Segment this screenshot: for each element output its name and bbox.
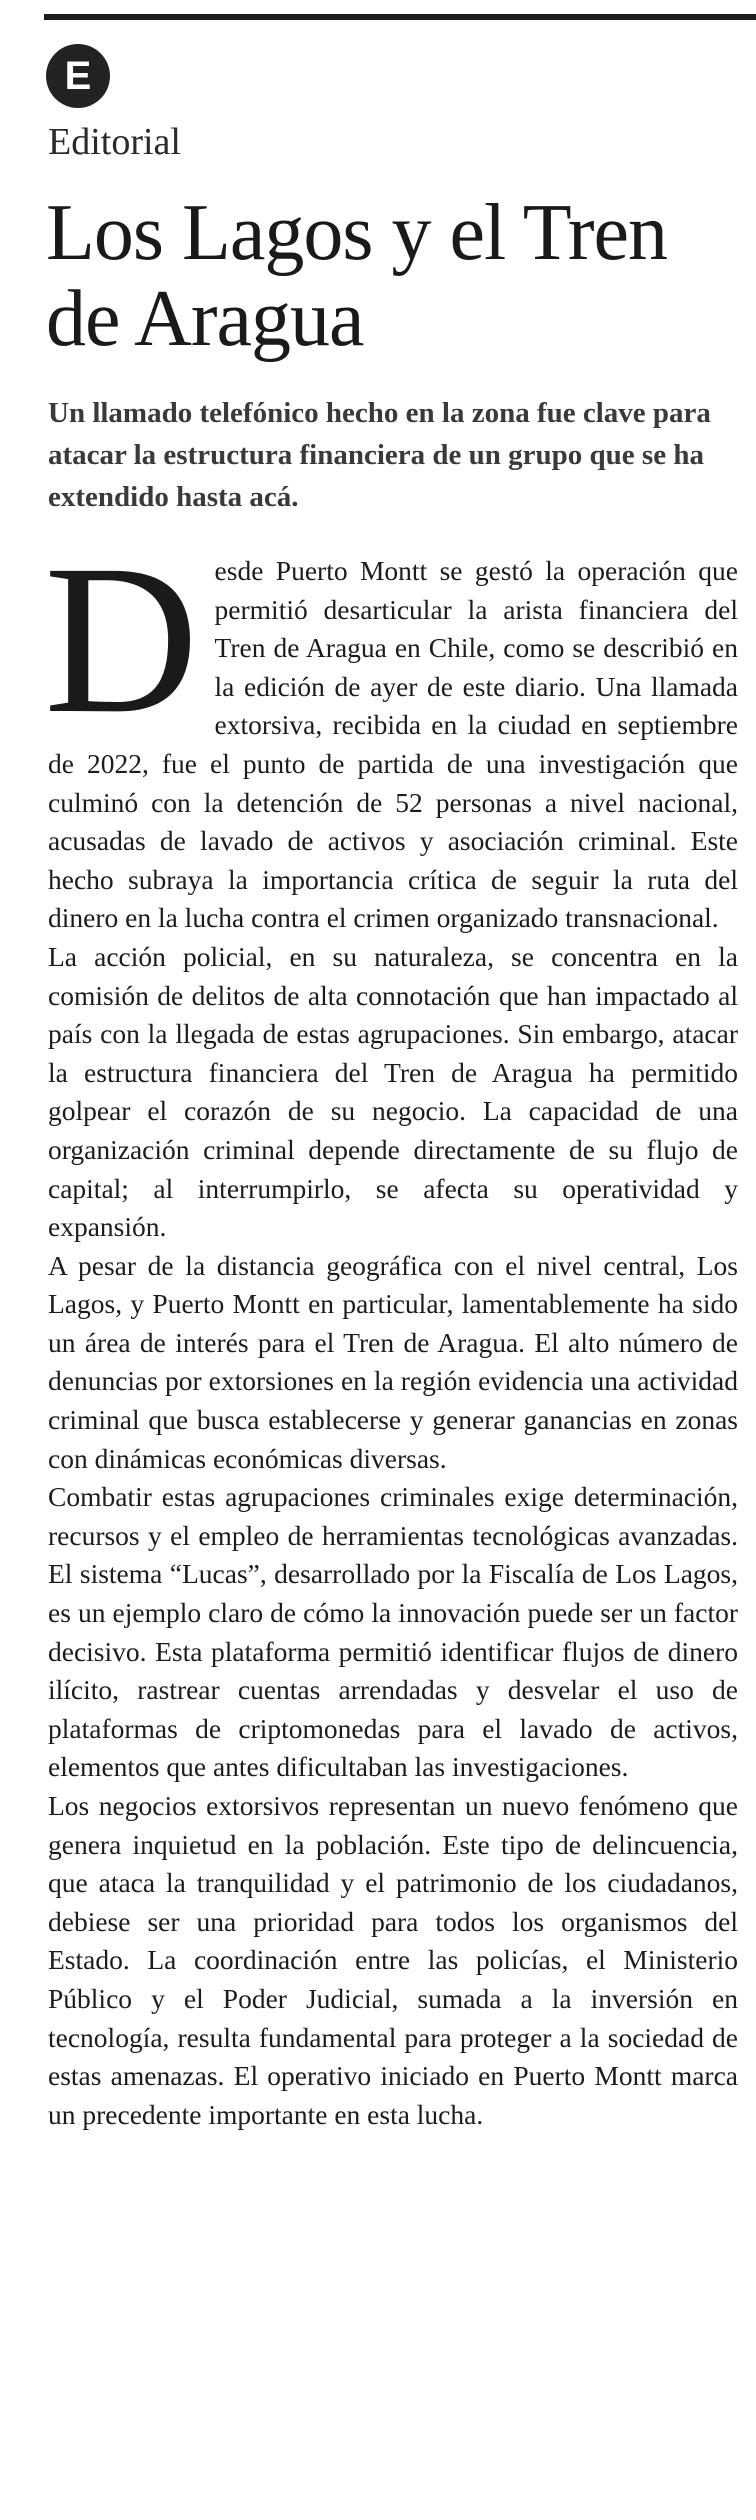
paragraph-5: Los negocios extorsivos representan un nuevo fenómeno que genera inquietud en la población. Este tipo de delincuencia, que ataca la tranquilidad y el patrimonio de los ciudadanos, debiese ser una prioridad para todos los organismos del Estado. La coordinación entre las policías, el Ministerio Público y el Poder Judicial, sumada a la inversión en tecnología, resulta fundamental para proteger a la sociedad de estas amenazas. El operativo iniciado en Puerto Montt marca un precedente importante en esta lucha. <box>48 1790 738 2130</box>
paragraph-4: Combatir estas agrupaciones criminales exige determinación, recursos y el empleo de herramientas tecnológicas avanzadas. El sistema “Lucas”, desarrollado por la Fiscalía de Los Lagos, es un ejemplo claro de cómo la innovación puede ser un factor decisivo. Esta plataforma permitió identificar flujos de dinero ilícito, rastrear cuentas arrendadas y desvelar el uso de plataformas de criptomonedas para el lavado de activos, elementos que antes dificultaban las investigaciones. <box>48 1481 738 1783</box>
drop-cap: D <box>44 521 199 758</box>
paragraph-1-text: esde Puerto Montt se gestó la operación que permitió desarticular la arista financiera del Tren de Aragua en Chile, como se describió en la edición de ayer de este diario. Una llamada extorsiva, recibida en la ciudad en septiembre de 2022, fue el punto de partida de una investigación que culminó con la detención de 52 personas a nivel nacional, acusadas de lavado de activos y asociación criminal. Este hecho subraya la importancia crítica de seguir la ruta del dinero en la lucha contra el crimen organizado transnacional. <box>48 555 738 934</box>
deck: Un llamado telefónico hecho en la zona fue clave para atacar la estructura financiera de un grupo que se ha extendido hasta acá. <box>48 397 711 513</box>
headline: Los Lagos y el Tren de Aragua <box>46 189 667 363</box>
editorial-badge: E <box>46 44 110 108</box>
top-rule <box>44 14 756 20</box>
paragraph-1 <box>44 521 738 938</box>
paragraph-2: La acción policial, en su naturaleza, se concentra en la comisión de delitos de alta connotación que han impactado al país con la llegada de estas agrupaciones. Sin embargo, atacar la estructura financiera del Tren de Aragua ha permitido golpear el corazón de su negocio. La capacidad de una organización criminal depende directamente de su flujo de capital; al interrumpirlo, se afecta su operatividad y expansión. <box>48 940 738 1243</box>
article-body <box>44 521 738 2134</box>
paragraph-3: A pesar de la distancia geográfica con el nivel central, Los Lagos, y Puerto Montt en particular, lamentablemente ha sido un área de interés para el Tren de Aragua. El alto número de denuncias por extorsiones en la región evidencia una actividad criminal que busca establecerse y generar ganancias en zonas con dinámicas económicas diversas. <box>48 1249 738 1474</box>
section-label: Editorial <box>48 121 181 163</box>
